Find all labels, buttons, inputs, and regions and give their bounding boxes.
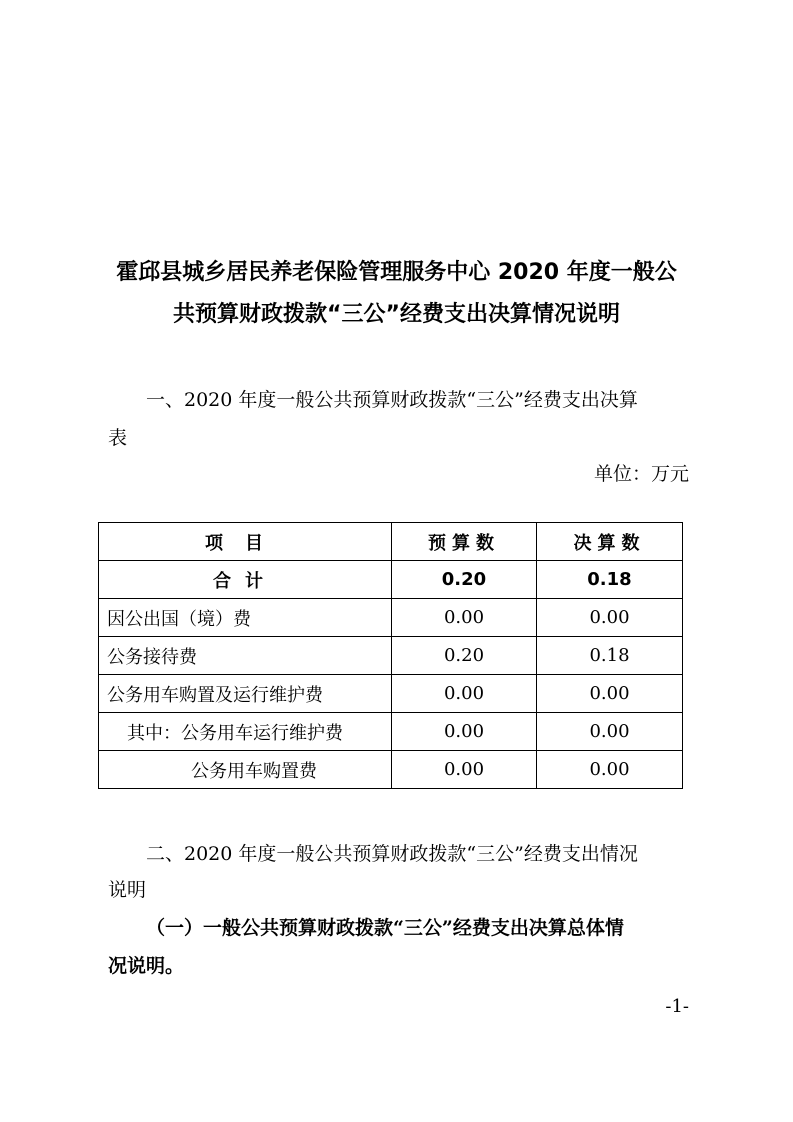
page-number: -1- <box>665 996 689 1017</box>
row-item: 其中：公务用车运行维护费 <box>99 713 392 751</box>
row-budget: 0.00 <box>392 751 537 789</box>
table-row <box>99 637 683 675</box>
row-item: 合计 <box>99 561 392 599</box>
row-final: 0.00 <box>537 675 683 713</box>
section2-heading-line-2: 说明 <box>108 879 147 901</box>
row-final: 0.18 <box>537 561 683 599</box>
table-header-row <box>99 523 683 561</box>
row-budget: 0.00 <box>392 713 537 751</box>
table-row <box>99 675 683 713</box>
row-budget: 0.20 <box>392 561 537 599</box>
row-item: 因公出国（境）费 <box>99 599 392 637</box>
unit-label: 单位：万元 <box>593 463 689 485</box>
section1-heading-line-2: 表 <box>108 427 128 449</box>
subsection1-heading-line-2: 况说明。 <box>108 955 185 977</box>
row-final: 0.18 <box>537 637 683 675</box>
section1-heading-line-1: 一、2020 年度一般公共预算财政拨款“三公”经费支出决算 <box>146 389 638 411</box>
row-item: 公务接待费 <box>99 637 392 675</box>
header-budget: 预算数 <box>392 523 537 561</box>
row-item: 公务用车购置及运行维护费 <box>99 675 392 713</box>
row-budget: 0.20 <box>392 637 537 675</box>
table-row-total <box>99 561 683 599</box>
table-row <box>99 713 683 751</box>
row-final: 0.00 <box>537 599 683 637</box>
document-title-line-1: 霍邱县城乡居民养老保险管理服务中心 2020 年度一般公 <box>116 260 677 285</box>
row-item: 公务用车购置费 <box>99 751 392 789</box>
table-row <box>99 751 683 789</box>
section2-heading-line-1: 二、2020 年度一般公共预算财政拨款“三公”经费支出情况 <box>146 843 638 865</box>
document-title-line-2: 共预算财政拨款“三公”经费支出决算情况说明 <box>173 302 620 327</box>
row-final: 0.00 <box>537 713 683 751</box>
row-final: 0.00 <box>537 751 683 789</box>
row-budget: 0.00 <box>392 599 537 637</box>
header-item: 项目 <box>99 523 392 561</box>
subsection1-heading-line-1: （一）一般公共预算财政拨款“三公”经费支出决算总体情 <box>146 917 624 939</box>
row-budget: 0.00 <box>392 675 537 713</box>
header-final: 决算数 <box>537 523 683 561</box>
expenditure-table <box>98 522 683 789</box>
table-row <box>99 599 683 637</box>
